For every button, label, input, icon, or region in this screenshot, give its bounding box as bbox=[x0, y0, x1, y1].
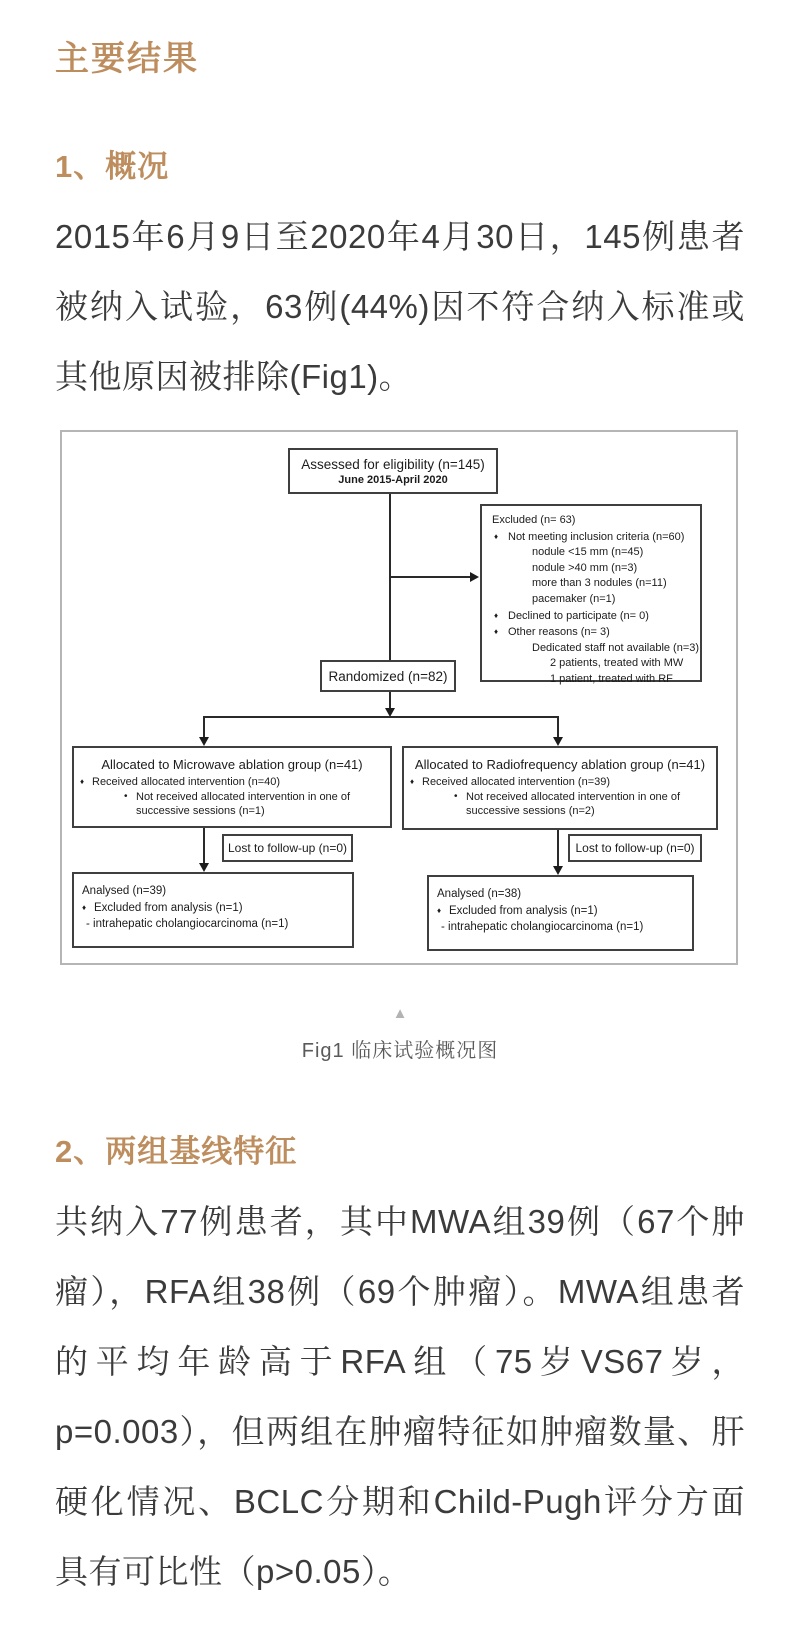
flow-box-lost-followup-right: Lost to follow-up (n=0) bbox=[568, 834, 702, 862]
flow-line-branch-left bbox=[203, 716, 205, 738]
randomized-label: Randomized (n=82) bbox=[328, 668, 448, 684]
excluded-item: 2 patients, treated with MW bbox=[550, 657, 684, 670]
excluded-item: pacemaker (n=1) bbox=[532, 592, 616, 605]
analysed-right-title: Analysed (n=38) bbox=[437, 888, 522, 900]
excluded-item-text: Not meeting inclusion criteria (n=60) bbox=[508, 530, 685, 543]
excluded-item-text: Other reasons (n= 3) bbox=[508, 626, 610, 639]
diamond-bullet-icon: ♦ bbox=[494, 610, 499, 620]
excluded-item bbox=[492, 529, 696, 546]
rfa-not-received bbox=[454, 790, 710, 818]
mwa-not-received-text: Not received allocated intervention in one of successive sessions (n=1) bbox=[136, 791, 351, 817]
rfa-received-text: Received allocated intervention (n=39) bbox=[422, 776, 611, 788]
article-content bbox=[0, 40, 800, 1607]
flow-box-excluded bbox=[480, 504, 702, 685]
analysed-left-excluded bbox=[82, 900, 346, 917]
flow-line-mwa-analysed bbox=[203, 828, 205, 864]
flow-box-analysed-mwa bbox=[72, 872, 354, 948]
diamond-bullet-icon: ♦ bbox=[410, 777, 415, 786]
excluded-item: Dedicated staff not available (n=3) bbox=[532, 641, 700, 654]
arrowhead-down-icon bbox=[553, 737, 563, 746]
excluded-item: 1 patient, treated with RF bbox=[550, 672, 673, 685]
page-title: 主要结果 bbox=[55, 41, 199, 78]
diamond-bullet-icon: ♦ bbox=[494, 531, 499, 541]
mwa-received bbox=[80, 775, 384, 789]
excluded-title: Excluded (n= 63) bbox=[492, 514, 576, 526]
excluded-item: more than 3 nodules (n=11) bbox=[532, 577, 667, 590]
round-bullet-icon: • bbox=[454, 791, 458, 802]
mwa-not-received bbox=[124, 790, 384, 818]
assessed-title: Assessed for eligibility (n=145) bbox=[301, 456, 485, 472]
mwa-title: Allocated to Microwave ablation group (n=41) bbox=[101, 757, 363, 772]
rfa-received bbox=[410, 775, 710, 789]
excluded-item: nodule >40 mm (n=3) bbox=[532, 561, 638, 574]
diamond-bullet-icon: ♦ bbox=[82, 902, 87, 912]
diamond-bullet-icon: ♦ bbox=[80, 777, 85, 786]
analysed-right-excluded-text: Excluded from analysis (n=1) bbox=[449, 904, 598, 917]
rfa-not-received-text: Not received allocated intervention in one of successive sessions (n=2) bbox=[466, 791, 681, 817]
section-2-heading: 2、两组基线特征 bbox=[55, 1134, 298, 1169]
section-1-heading: 1、概况 bbox=[55, 149, 170, 184]
section-1-paragraph: 2015年6月9日至2020年4月30日，145例患者被纳入试验，63例(44%)因不符合纳入标准或其他原因被排除(Fig1)。 bbox=[55, 218, 745, 395]
analysed-left-excluded-text: Excluded from analysis (n=1) bbox=[94, 901, 243, 914]
flow-box-analysed-rfa bbox=[427, 875, 694, 951]
flow-box-lost-followup-left: Lost to follow-up (n=0) bbox=[222, 834, 353, 862]
analysed-left-reason: - intrahepatic cholangiocarcinoma (n=1) bbox=[86, 918, 289, 930]
flow-box-allocated-rfa bbox=[402, 746, 718, 830]
analysed-right-reason: - intrahepatic cholangiocarcinoma (n=1) bbox=[441, 921, 644, 933]
flow-box-assessed bbox=[288, 448, 498, 494]
consort-flow-diagram bbox=[60, 430, 738, 965]
excluded-item bbox=[492, 624, 696, 641]
flow-box-allocated-mwa bbox=[72, 746, 392, 828]
section-2-paragraph: 共纳入77例患者，其中MWA组39例（67个肿瘤），RFA组38例（69个肿瘤）。MWA组患者的平均年龄高于RFA组（75岁VS67岁，p=0.003），但两组在肿瘤特征如肿瘤数量、肝硬化情况、BCLC分期和Child-Pugh评分方面具有可比性（p>0.05）。 bbox=[55, 1203, 745, 1590]
flow-line-rfa-analysed bbox=[557, 830, 559, 867]
analysed-right-excluded bbox=[437, 903, 686, 920]
excluded-item-text: Declined to participate (n= 0) bbox=[508, 609, 649, 622]
diamond-bullet-icon: ♦ bbox=[437, 905, 442, 915]
flow-line-split bbox=[203, 716, 559, 718]
diamond-bullet-icon: ♦ bbox=[494, 627, 499, 637]
flow-line-to-excluded bbox=[389, 576, 471, 578]
rfa-title: Allocated to Radiofrequency ablation group (n=41) bbox=[414, 757, 706, 772]
flow-line-branch-right bbox=[557, 716, 559, 738]
collapse-triangle-icon: ▲ bbox=[392, 1005, 408, 1022]
excluded-item: nodule <15 mm (n=45) bbox=[532, 546, 644, 559]
figure-collapse-control[interactable] bbox=[55, 1005, 745, 1023]
arrowhead-down-icon bbox=[199, 863, 209, 872]
mwa-received-text: Received allocated intervention (n=40) bbox=[92, 776, 281, 788]
round-bullet-icon: • bbox=[124, 791, 128, 802]
arrowhead-down-icon bbox=[199, 737, 209, 746]
flow-box-randomized bbox=[320, 660, 456, 692]
excluded-item bbox=[492, 608, 696, 625]
analysed-left-title: Analysed (n=39) bbox=[82, 885, 167, 897]
arrowhead-right-icon bbox=[470, 572, 479, 582]
assessed-subtitle: June 2015-April 2020 bbox=[338, 473, 448, 486]
arrowhead-down-icon bbox=[553, 866, 563, 875]
figure-caption: Fig1 临床试验概况图 bbox=[301, 1040, 499, 1062]
